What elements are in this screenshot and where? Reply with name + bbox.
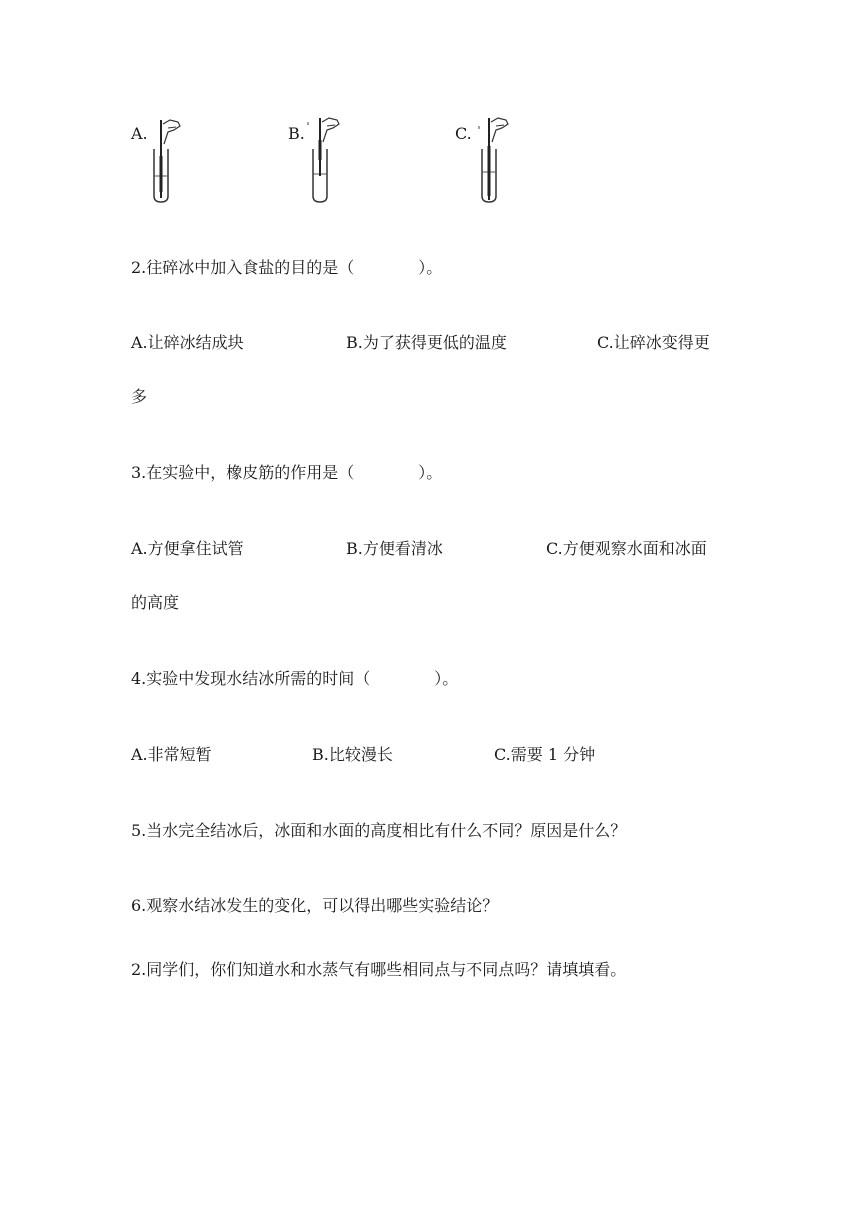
answer-option-c[interactable]: C.需要 1 分钟 [494,745,596,764]
figure-option-b [288,116,368,208]
answer-option-b[interactable]: B.比较漫长 [312,745,393,764]
answer-option-a[interactable]: A.方便拿住试管 [131,539,244,558]
figure-option-c [455,116,535,208]
option-continuation: 的高度 [131,593,180,612]
question-stem: 5.当水完全结冰后，冰面和水面的高度相比有什么不同？原因是什么？ [131,821,627,840]
answer-option-c[interactable]: C.让碎冰变得更 [597,333,710,352]
answer-option-b[interactable]: B.方便看清冰 [346,539,443,558]
figure-option-label: A. [131,124,148,143]
figure-option-a [131,116,211,208]
answer-option-c[interactable]: C.方便观察水面和冰面 [546,539,707,558]
answer-option-a[interactable]: A.非常短暂 [131,745,212,764]
question-stem: 2.同学们，你们知道水和水蒸气有哪些相同点与不同点吗？请填填看。 [131,960,627,979]
question-stem: 4.实验中发现水结冰所需的时间（ ）。 [131,669,459,688]
question-stem: 3.在实验中，橡皮筋的作用是（ ）。 [131,463,443,482]
test-tube-with-thermometer-icon [146,116,196,206]
test-tube-with-thermometer-icon [303,116,353,206]
question-stem: 2.往碎冰中加入食盐的目的是（ ）。 [131,258,443,277]
answer-option-a[interactable]: A.让碎冰结成块 [131,333,244,352]
option-continuation: 多 [131,387,148,406]
answer-option-b[interactable]: B.为了获得更低的温度 [346,333,507,352]
test-tube-with-thermometer-icon [470,116,520,206]
figure-option-label: C. [455,124,472,143]
figure-option-label: B. [288,124,305,143]
question-stem: 6.观察水结冰发生的变化，可以得出哪些实验结论？ [131,896,499,915]
